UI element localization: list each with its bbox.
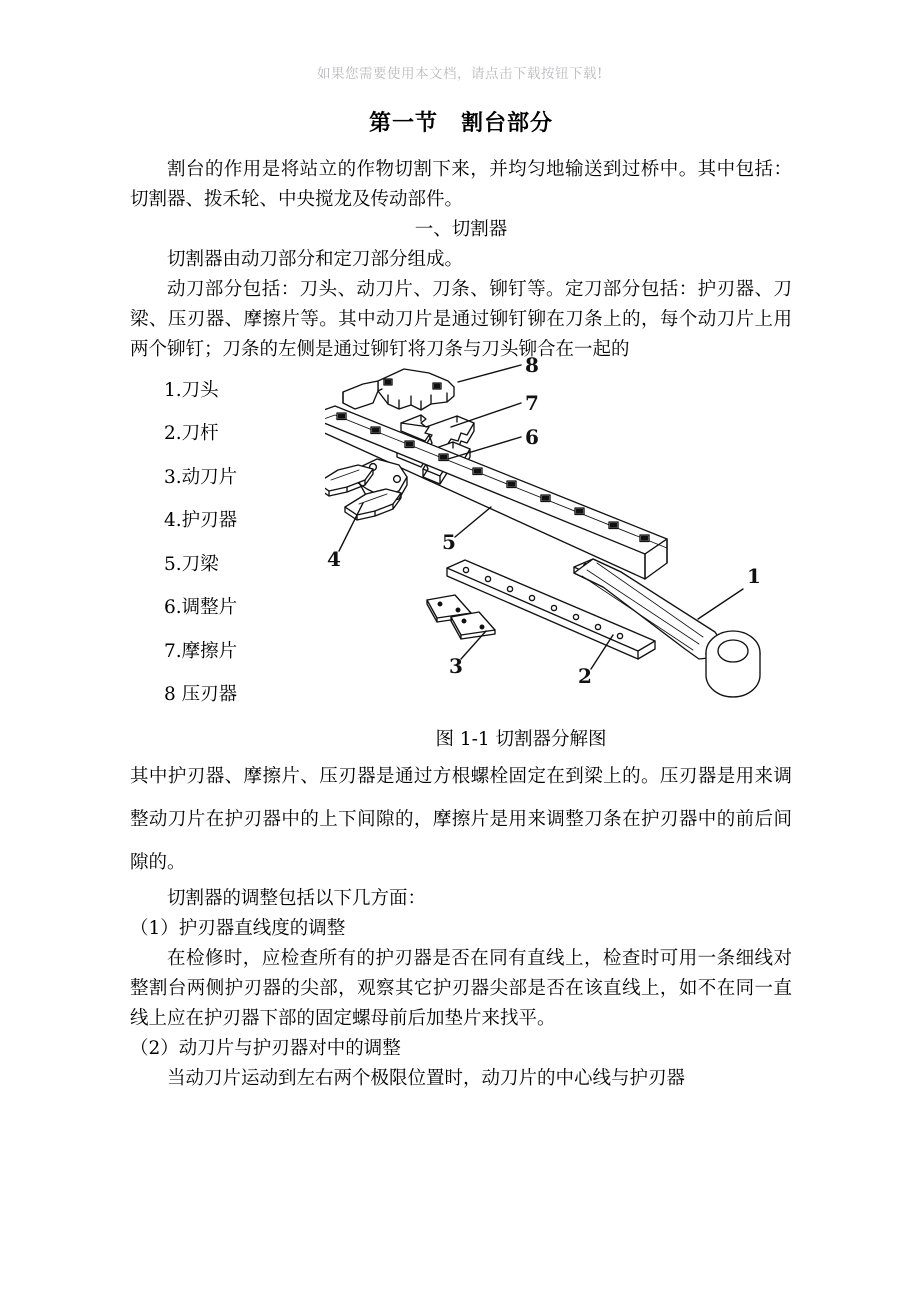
part-label: 压刃器: [181, 684, 238, 705]
list-item: [164, 543, 344, 587]
callout-number-6: 6: [525, 424, 539, 449]
callout-number-5: 5: [442, 529, 456, 554]
download-watermark-text: 如果您需要使用本文档，请点击下载按钮下载!: [317, 66, 603, 82]
part-index: 6.: [164, 597, 182, 618]
list-item: [164, 499, 344, 543]
adjust-item-1-heading: （1）护刃器直线度的调整: [130, 917, 346, 939]
list-item: [164, 630, 344, 674]
part-index: 1.: [164, 379, 182, 401]
callout-number-4: 4: [327, 546, 341, 571]
list-item: [164, 369, 344, 413]
figure-region: [130, 352, 792, 719]
callout-number-3: 3: [449, 653, 463, 678]
part-index: 4.: [164, 510, 182, 531]
callout-number-2: 2: [578, 663, 592, 688]
part-label: 刀头: [181, 379, 219, 401]
list-item: [164, 412, 344, 456]
page-title: 第一节 割台部分: [368, 110, 553, 136]
list-item: [164, 586, 344, 630]
paragraph-adjust-intro: 切割器的调整包括以下几方面：: [167, 887, 427, 909]
callout-number-8: 8: [525, 352, 539, 377]
intro-paragraph: 割台的作用是将站立的作物切割下来，并均匀地输送到过桥中。其中包括：切割器、拨禾轮、中央搅龙及传动部件。: [130, 158, 792, 210]
callout-number-7: 7: [525, 390, 539, 415]
adjust-item-2-body: 当动刀片运动到左右两个极限位置时，动刀片的中心线与护刃器: [167, 1067, 686, 1089]
part-label: 刀杆: [181, 423, 219, 444]
part-index: 2.: [164, 423, 182, 444]
part-label: 调整片: [181, 597, 238, 618]
part-index: 8: [164, 684, 176, 705]
adjust-item-2-heading: （2）动刀片与护刃器对中的调整: [130, 1037, 401, 1059]
document-body: [130, 110, 792, 1094]
callout-number-1: 1: [747, 563, 761, 588]
list-item: [164, 456, 344, 500]
part-8-blade-holder: [343, 369, 454, 410]
figure-parts-list: [164, 369, 344, 717]
part-label: 摩擦片: [181, 640, 238, 662]
part-index: 7.: [164, 640, 182, 662]
section-heading: 一、切割器: [414, 218, 508, 240]
part-index: 5.: [164, 553, 182, 575]
figure-caption: 图 1-1 切割器分解图: [435, 728, 607, 750]
adjust-item-1-body: 在检修时，应检查所有的护刃器是否在同有直线上，检查时可用一条细线对整割台两侧护刃器的尖部，观察其它护刃器尖部是否在该直线上，如不在同一直线上应在护刃器下部的固定螺母前后加垫片来找平。: [130, 947, 792, 1029]
part-4-knife-guard: [325, 459, 407, 520]
part-label: 动刀片: [181, 466, 238, 488]
part-label: 护刃器: [181, 510, 238, 531]
list-item: [164, 673, 344, 717]
cutter-exploded-diagram: [325, 351, 795, 721]
part-label: 刀梁: [181, 553, 219, 575]
paragraph-after-figure: 其中护刃器、摩擦片、压刃器是通过方根螺栓固定在到梁上的。压刃器是用来调整动刀片在护刃器中的上下间隙的，摩擦片是用来调整刀条在护刃器中的前后间隙的。: [130, 765, 792, 873]
paragraph-parts-detail: 动刀部分包括：刀头、动刀片、刀条、铆钉等。定刀部分包括：护刃器、刀梁、压刃器、摩擦片等。其中动刀片是通过铆钉铆在刀条上的，每个动刀片上用两个铆钉；刀条的左侧是通过铆钉将刀条与刀头铆合在一起的: [130, 278, 792, 360]
paragraph-composition: 切割器由动刀部分和定刀部分组成。: [167, 248, 464, 270]
part-index: 3.: [164, 466, 182, 488]
